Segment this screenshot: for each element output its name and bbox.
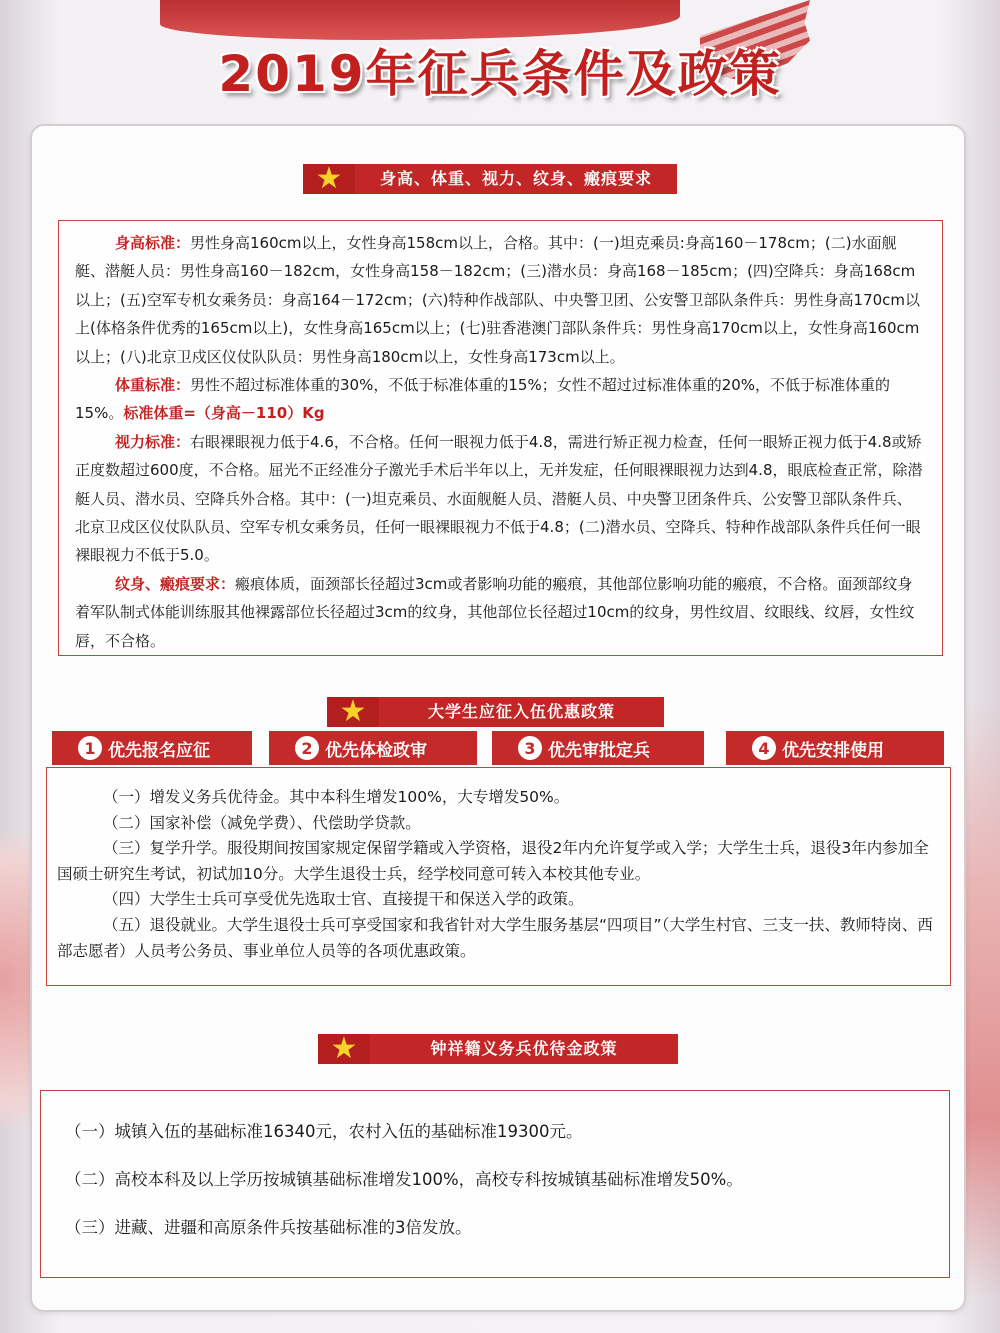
- star-icon: ★: [303, 164, 355, 194]
- section3-banner: [318, 1031, 678, 1066]
- height-label: 身高标准：: [115, 234, 191, 252]
- list-item: （二）国家补偿（减免学费）、代偿助学贷款。: [103, 813, 421, 832]
- priority-tab-label: 优先安排使用: [782, 740, 884, 761]
- tattoo-text: 瘢痕体质，面颈部长径超过3cm或者影响功能的瘢痕，其他部位影响功能的瘢痕，不合格。面颈部纹身着军队制式体能训练服其他裸露部位长径超过3cm的纹身，其他部位长径超过10cm的纹身，男性纹眉、纹眼线、纹唇，女性纹唇，不合格。: [75, 574, 915, 650]
- vision-paragraph: [75, 428, 924, 570]
- section1-content: [59, 221, 942, 655]
- number-circle-icon: 3: [518, 736, 542, 760]
- section3-box: [40, 1090, 950, 1278]
- list-item: （三）进藏、进疆和高原条件兵按基础标准的3倍发放。: [65, 1218, 472, 1237]
- vision-text: 右眼裸眼视力低于4.6，不合格。任何一眼视力低于4.8，需进行矫正视力检查，任何一眼矫正视力低于4.8或矫正度数超过600度，不合格。屈光不正经准分子激光手术后半年以上，无并发症，任何眼裸眼视力达到4.8，眼底检查正常，除潜艇人员、潜水员、空降兵外合格。其中：(一)坦克乘员、水面舰艇人员、潜艇人员、中央警卫团条件兵、公安警卫部队条件兵、北京卫戍区仪仗队队员、空军专机女乘务员，任何一眼裸眼视力不低于4.8；(二)潜水员、空降兵、特种作战部队条件兵任何一眼裸眼视力不低于5.0。: [75, 432, 923, 565]
- priority-tab-1: [52, 731, 252, 765]
- list-item: （二）高校本科及以上学历按城镇基础标准增发100%，高校专科按城镇基础标准增发50%。: [65, 1170, 743, 1189]
- list-item: （一）城镇入伍的基础标准16340元，农村入伍的基础标准19300元。: [65, 1122, 583, 1141]
- list-item: （四）大学生士兵可享受优先选取士官、直接提干和保送入学的政策。: [103, 890, 584, 909]
- priority-tab-2: [269, 731, 477, 765]
- height-text: 男性身高160cm以上，女性身高158cm以上，合格。其中：(一)坦克乘员:身高160－178cm；(二)水面舰艇、潜艇人员：男性身高160－182cm，女性身高158－182cm；(三)潜水员：身高168－185cm；(四)空降兵：身高168cm以上；(五)空军专机女乘务员：身高164－172cm；(六)特种作战部队、中央警卫团、公安警卫部队条件兵：男性身高170cm以上(体格条件优秀的165cm以上)，女性身高165cm以上；(七)驻香港澳门部队条件兵：男性身高170cm以上，女性身高160cm以上；(八)北京卫戍区仪仗队队员：男性身高180cm以上，女性身高173cm以上。: [75, 234, 921, 366]
- star-icon: ★: [327, 697, 379, 727]
- poster-title: 2019年征兵条件及政策: [218, 45, 782, 103]
- tattoo-label: 纹身、瘢痕要求：: [115, 574, 236, 593]
- section1-heading: 身高、体重、视力、纹身、瘢痕要求: [379, 169, 652, 188]
- number-circle-icon: 2: [295, 736, 319, 760]
- weight-formula: 标准体重=（身高－110）Kg: [123, 404, 325, 423]
- number-circle-icon: 1: [78, 736, 102, 760]
- section2-heading: 大学生应征入伍优惠政策: [427, 702, 615, 721]
- priority-tab-3: [492, 731, 704, 765]
- height-paragraph: [75, 229, 924, 371]
- weight-label: 体重标准：: [115, 376, 191, 395]
- section3-heading: 钟祥籍义务兵优待金政策: [430, 1039, 618, 1058]
- number-circle-icon: 4: [752, 736, 776, 760]
- left-flower-decoration: [0, 780, 30, 1180]
- section3-list: [41, 1091, 949, 1252]
- vision-label: 视力标准：: [115, 432, 191, 451]
- priority-tab-label: 优先审批定兵: [548, 740, 650, 761]
- section2-list: [47, 768, 950, 964]
- star-icon: ★: [318, 1034, 370, 1064]
- tattoo-paragraph: [75, 570, 924, 655]
- section2-box: [46, 767, 951, 986]
- priority-tabs: [52, 731, 944, 765]
- list-item: （三）复学升学。服役期间按国家规定保留学籍或入学资格，退役2年内允许复学或入学；大学生士兵，退役3年内参加全国硕士研究生考试，初试加10分。大学生退役士兵，经学校同意可转入本校其他专业。: [57, 839, 929, 883]
- list-item: （五）退役就业。大学生退役士兵可享受国家和我省针对大学生服务基层“四项目”（大学生村官、三支一扶、教师特岗、西部志愿者）人员考公务员、事业单位人员等的各项优惠政策。: [57, 915, 933, 960]
- list-item: （一）增发义务兵优待金。其中本科生增发100%，大专增发50%。: [103, 788, 570, 806]
- right-flower-decoration: [960, 700, 1000, 1300]
- priority-tab-label: 优先体检政审: [325, 740, 427, 761]
- weight-paragraph: [75, 371, 924, 428]
- priority-tab-label: 优先报名应征: [108, 740, 210, 761]
- section1-banner: [303, 161, 677, 196]
- priority-tab-4: [726, 731, 944, 765]
- section1-box: [58, 220, 943, 656]
- weight-text: 男性不超过标准体重的30%，不低于标准体重的15%；女性不超过过标准体重的20%，不低于标准体重的15%。: [75, 376, 891, 423]
- section2-banner: [327, 694, 664, 729]
